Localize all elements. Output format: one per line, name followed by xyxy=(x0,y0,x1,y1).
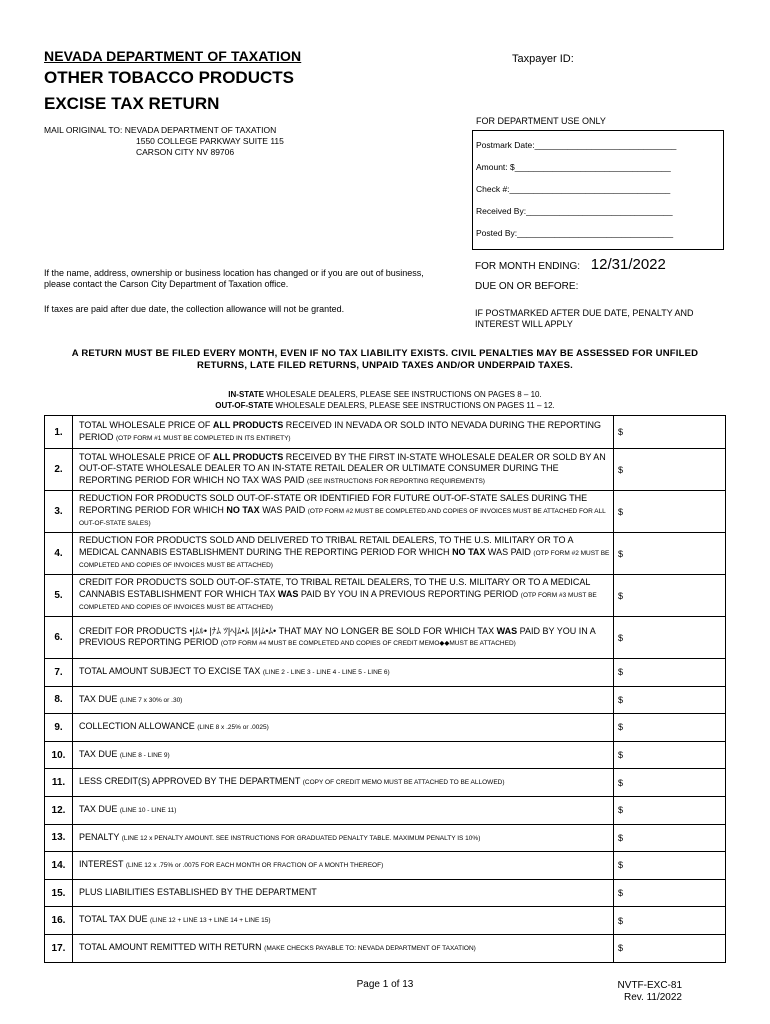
amount-input[interactable]: $ xyxy=(614,769,726,797)
amount-input[interactable]: $ xyxy=(614,575,726,617)
line-description: REDUCTION FOR PRODUCTS SOLD AND DELIVERED TO TRIBAL RETAIL DEALERS, TO THE U.S. MILITARY OR TO A MEDICAL CANNABIS ESTABLISHMENT DURING THE REPORTING PERIOD FOR WHICH NO TAX WAS PAID (OTP FORM #2 MUST BE COMPLETED AND COPIES OF INVOICES MUST BE ATTACHED) xyxy=(73,533,614,575)
line-description: TOTAL WHOLESALE PRICE OF ALL PRODUCTS RECEIVED BY THE FIRST IN-STATE WHOLESALE DEALER OR SOLD BY AN OUT-OF-STATE WHOLESALE DEALER TO AN IN-STATE RETAIL DEALER OR ULTIMATE CONSUMER DURING THE REPORTING PERIOD FOR WHICH NO TAX WAS PAID (SEE INSTRUCTIONS FOR REPORTING REQUIREMENTS) xyxy=(73,449,614,491)
filing-warning: A RETURN MUST BE FILED EVERY MONTH, EVEN IF NO TAX LIABILITY EXISTS. CIVIL PENALTIES MAY BE ASSESSED FOR UNFILED RETURNS, LATE FILED RETURNS, UNPAID TAXES AND/OR UNDERPAID TAXES. xyxy=(71,348,699,371)
taxpayer-id-label: Taxpayer ID: xyxy=(512,53,574,65)
line-description: PENALTY (LINE 12 x PENALTY AMOUNT. SEE INSTRUCTIONS FOR GRADUATED PENALTY TABLE. MAXIMUM PENALTY IS 10%) xyxy=(73,824,614,852)
amount-input[interactable]: $ xyxy=(614,879,726,907)
mail-label: MAIL ORIGINAL TO: xyxy=(44,125,123,135)
line-description: TAX DUE (LINE 10 - LINE 11) xyxy=(73,796,614,824)
line-number: 4. xyxy=(45,533,73,575)
form-revision: Rev. 11/2022 xyxy=(623,992,682,1003)
posted-by-field: Posted By:_________________________________ xyxy=(476,228,674,238)
amount-input[interactable]: $ xyxy=(614,934,726,962)
line-description: PLUS LIABILITIES ESTABLISHED BY THE DEPARTMENT xyxy=(73,879,614,907)
amount-input[interactable]: $ xyxy=(614,714,726,742)
table-row xyxy=(45,686,726,714)
line-description: CREDIT FOR PRODUCTS SOLD OUT-OF-STATE, TO TRIBAL RETAIL DEALERS, TO THE U.S. MILITARY OR TO A MEDICAL CANNABIS ESTABLISHMENT FOR WHICH TAX WAS PAID BY YOU IN A PREVIOUS REPORTING PERIOD (OTP FORM #3 MUST BE COMPLETED AND COPIES OF INVOICES MUST BE ATTACHED) xyxy=(73,575,614,617)
line-number: 14. xyxy=(45,852,73,880)
line-description: TOTAL AMOUNT SUBJECT TO EXCISE TAX (LINE 2 - LINE 3 - LINE 4 - LINE 5 - LINE 6) xyxy=(73,659,614,687)
line-number: 2. xyxy=(45,449,73,491)
line-description: INTEREST (LINE 12 x .75% or .0075 FOR EACH MONTH OR FRACTION OF A MONTH THEREOF) xyxy=(73,852,614,880)
page-number: Page 1 of 13 xyxy=(356,979,414,990)
amount-input[interactable]: $ xyxy=(614,824,726,852)
line-number: 9. xyxy=(45,714,73,742)
amount-input[interactable]: $ xyxy=(614,907,726,935)
change-note: If the name, address, ownership or business location has changed or if you are out of business, please contact the Carson City Department of Taxation office. xyxy=(44,268,424,289)
amount-input[interactable]: $ xyxy=(614,491,726,533)
line-number: 1. xyxy=(45,416,73,449)
form-id xyxy=(610,980,682,1004)
table-row xyxy=(45,769,726,797)
table-row xyxy=(45,824,726,852)
line-number: 7. xyxy=(45,659,73,687)
line-number: 17. xyxy=(45,934,73,962)
line-description: COLLECTION ALLOWANCE (LINE 8 x .25% or .0025) xyxy=(73,714,614,742)
department-name: NEVADA DEPARTMENT OF TAXATION xyxy=(44,48,302,64)
amount-input[interactable]: $ xyxy=(614,533,726,575)
table-row xyxy=(45,416,726,449)
line-number: 8. xyxy=(45,686,73,714)
line-number: 6. xyxy=(45,617,73,659)
outstate-instructions: OUT-OF-STATE WHOLESALE DEALERS, PLEASE SEE INSTRUCTIONS ON PAGES 11 – 12. xyxy=(215,401,555,410)
table-row xyxy=(45,617,726,659)
mail-line2: 1550 COLLEGE PARKWAY SUITE 115 xyxy=(136,136,284,146)
line-number: 5. xyxy=(45,575,73,617)
mail-address-block xyxy=(44,125,284,157)
dept-use-title: FOR DEPARTMENT USE ONLY xyxy=(476,116,606,126)
line-description: CREDIT FOR PRODUCTS •|ﾑﾙ• |ﾅﾑ ﾂ|ﾍ|ﾑ•ﾑ |ﾙ|ﾑ•ﾑ• THAT MAY NO LONGER BE SOLD FOR WHICH TAX WAS PAID BY YOU IN A PREVIOUS REPORTING PERIOD (OTP FORM #4 MUST BE COMPLETED AND COPIES OF CREDIT MEMO◆◆MUST BE ATTACHED) xyxy=(73,617,614,659)
form-number: NVTF-EXC-81 xyxy=(617,980,682,991)
received-by-field: Received By:_______________________________ xyxy=(476,206,673,216)
amount-input[interactable]: $ xyxy=(614,659,726,687)
table-row xyxy=(45,533,726,575)
amount-input[interactable]: $ xyxy=(614,796,726,824)
line-description: LESS CREDIT(S) APPROVED BY THE DEPARTMENT (COPY OF CREDIT MEMO MUST BE ATTACHED TO BE ALLOWED) xyxy=(73,769,614,797)
amount-input[interactable]: $ xyxy=(614,686,726,714)
line-number: 10. xyxy=(45,741,73,769)
line-description: TOTAL TAX DUE (LINE 12 + LINE 13 + LINE 14 + LINE 15) xyxy=(73,907,614,935)
month-ending xyxy=(475,256,666,273)
amount-input[interactable]: $ xyxy=(614,852,726,880)
line-description: REDUCTION FOR PRODUCTS SOLD OUT-OF-STATE OR IDENTIFIED FOR FUTURE OUT-OF-STATE SALES DURING THE REPORTING PERIOD FOR WHICH NO TAX WAS PAID (OTP FORM #2 MUST BE COMPLETED AND COPIES OF INVOICES MUST BE ATTACHED FOR ALL OUT-OF-STATE SALES) xyxy=(73,491,614,533)
line-number: 13. xyxy=(45,824,73,852)
month-ending-value: 12/31/2022 xyxy=(590,256,666,273)
form-title-line1: OTHER TOBACCO PRODUCTS xyxy=(44,68,294,87)
postmark-date-field: Postmark Date:______________________________ xyxy=(476,140,677,150)
line-description: TOTAL WHOLESALE PRICE OF ALL PRODUCTS RECEIVED IN NEVADA OR SOLD INTO NEVADA DURING THE REPORTING PERIOD (OTP FORM #1 MUST BE COMPLETED IN ITS ENTIRETY) xyxy=(73,416,614,449)
table-row xyxy=(45,741,726,769)
due-date-label: DUE ON OR BEFORE: xyxy=(475,281,579,292)
line-number: 11. xyxy=(45,769,73,797)
table-row xyxy=(45,449,726,491)
amount-input[interactable]: $ xyxy=(614,449,726,491)
table-row xyxy=(45,879,726,907)
amount-input[interactable]: $ xyxy=(614,617,726,659)
line-number: 3. xyxy=(45,491,73,533)
table-row xyxy=(45,659,726,687)
table-row xyxy=(45,796,726,824)
amount-input[interactable]: $ xyxy=(614,416,726,449)
mail-line3: CARSON CITY NV 89706 xyxy=(136,147,235,157)
postmark-penalty-note: IF POSTMARKED AFTER DUE DATE, PENALTY AND INTEREST WILL APPLY xyxy=(475,308,694,329)
table-row xyxy=(45,714,726,742)
month-ending-label: FOR MONTH ENDING: xyxy=(475,261,580,272)
line-description: TAX DUE (LINE 8 - LINE 9) xyxy=(73,741,614,769)
line-description: TAX DUE (LINE 7 x 30% or .30) xyxy=(73,686,614,714)
instate-instructions: IN-STATE WHOLESALE DEALERS, PLEASE SEE INSTRUCTIONS ON PAGES 8 – 10. xyxy=(228,390,542,399)
dept-use-box xyxy=(472,130,724,250)
amount-input[interactable]: $ xyxy=(614,741,726,769)
tax-lines-table xyxy=(44,415,726,963)
line-description: TOTAL AMOUNT REMITTED WITH RETURN (MAKE CHECKS PAYABLE TO: NEVADA DEPARTMENT OF TAXATION) xyxy=(73,934,614,962)
table-row xyxy=(45,934,726,962)
table-row xyxy=(45,852,726,880)
check-number-field: Check #:__________________________________ xyxy=(476,184,671,194)
table-row xyxy=(45,491,726,533)
table-row xyxy=(45,907,726,935)
line-number: 16. xyxy=(45,907,73,935)
late-payment-note: If taxes are paid after due date, the collection allowance will not be granted. xyxy=(44,304,345,314)
form-title-line2: EXCISE TAX RETURN xyxy=(44,94,220,113)
line-number: 12. xyxy=(45,796,73,824)
mail-line1: NEVADA DEPARTMENT OF TAXATION xyxy=(124,125,277,135)
line-number: 15. xyxy=(45,879,73,907)
amount-field: Amount: $_________________________________ xyxy=(476,162,671,172)
table-row xyxy=(45,575,726,617)
